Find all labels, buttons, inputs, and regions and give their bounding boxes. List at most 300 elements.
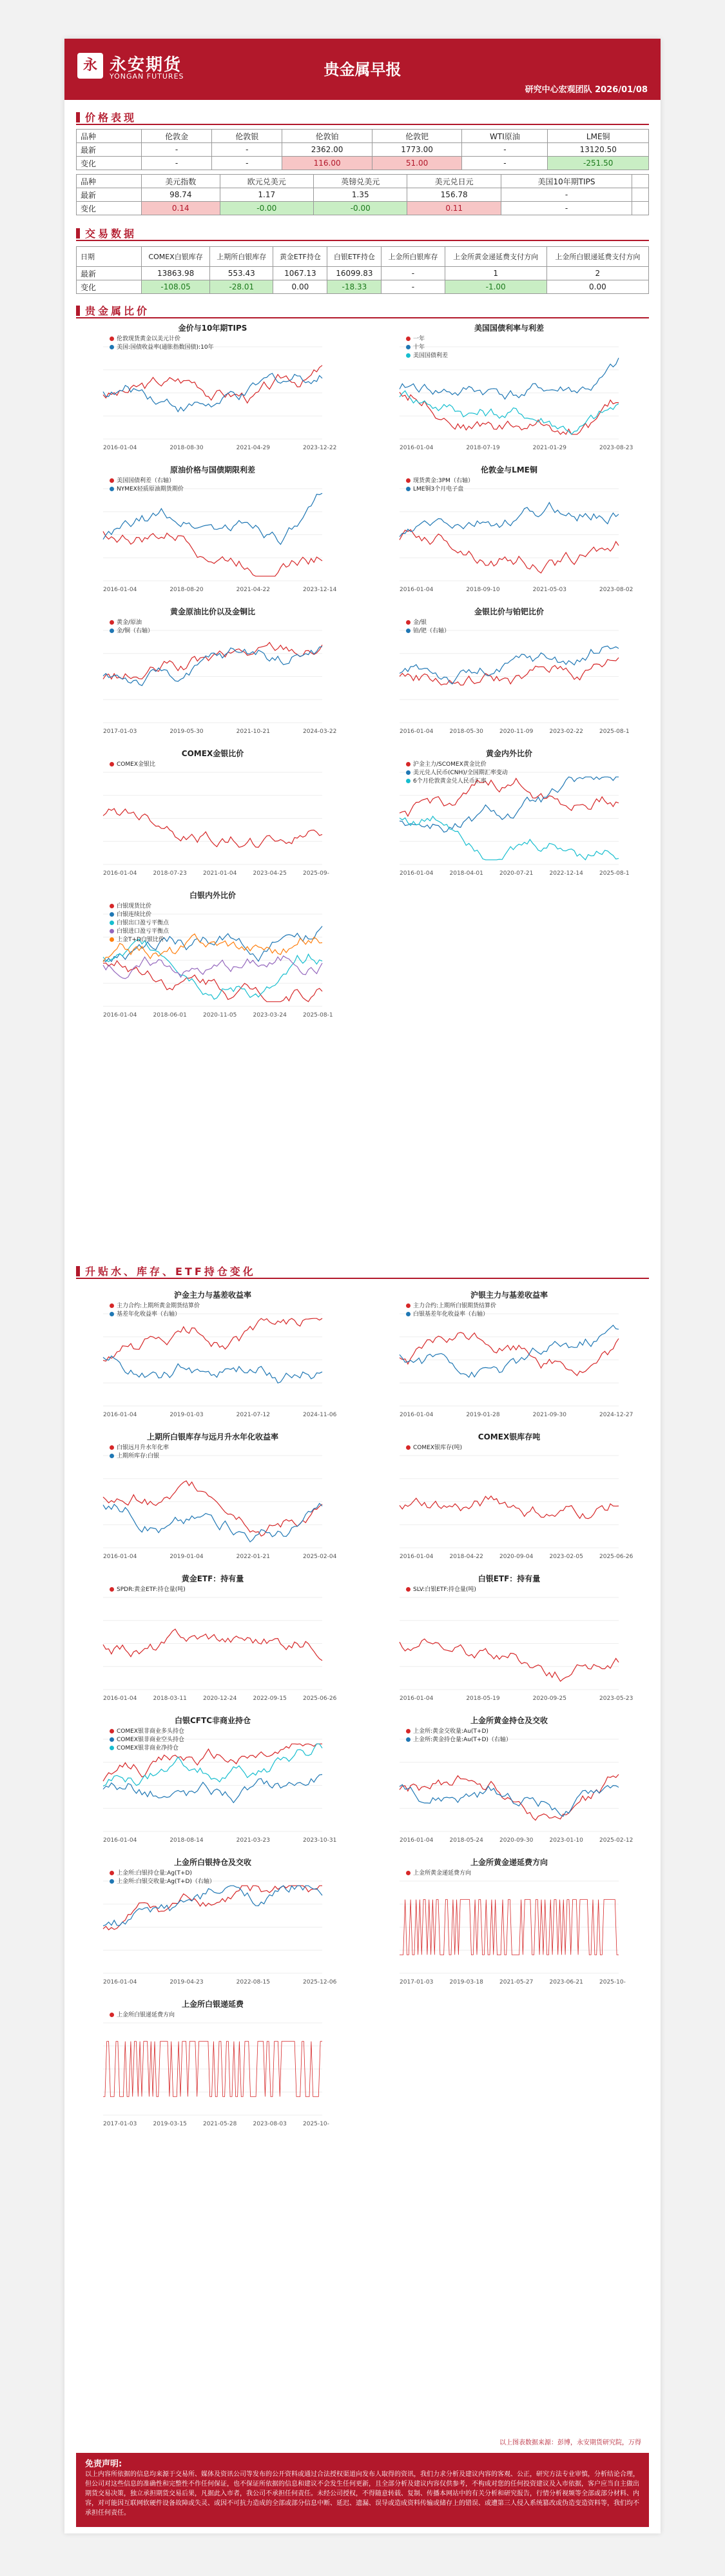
legend-label: 主力合约:上期所白银期货结算价 xyxy=(413,1303,497,1309)
legend-swatch xyxy=(110,1445,114,1450)
report-title: 贵金属早报 xyxy=(324,61,401,79)
chart-legend xyxy=(110,761,155,769)
legend-label: 美国国债利差（右轴） xyxy=(117,478,175,484)
legend-label: 上金所:白银交收量:Ag(T+D)（右轴） xyxy=(117,1878,215,1885)
x-tick-label: 2025-08-1 xyxy=(599,870,630,877)
x-tick-label: 2023-02-05 xyxy=(549,1554,583,1560)
series-line xyxy=(103,366,322,403)
change-cell: -0.00 xyxy=(220,202,313,215)
x-tick-label: 2019-01-03 xyxy=(169,1412,204,1418)
change-cell: -0.00 xyxy=(314,202,407,215)
chart-9 xyxy=(84,1289,342,1421)
chart-title: 原油价格与国债期限利差 xyxy=(169,465,255,474)
latest-cell: - xyxy=(501,188,632,202)
x-tick-label: 2021-05-03 xyxy=(532,587,566,593)
legend-swatch xyxy=(110,1454,114,1458)
x-tick-label: 2016-01-04 xyxy=(400,870,434,877)
legend-swatch xyxy=(406,770,411,775)
legend-entry xyxy=(110,1586,186,1594)
legend-swatch xyxy=(110,345,114,349)
x-tick-label: 2021-04-29 xyxy=(236,445,270,451)
x-tick-label: 2019-04-23 xyxy=(169,1979,204,1986)
legend-label: LME铜3个月电子盘 xyxy=(413,486,464,493)
chart-legend xyxy=(406,1444,462,1452)
legend-swatch xyxy=(406,487,411,491)
legend-label: 上金所:白银持仓量:Ag(T+D) xyxy=(117,1870,192,1877)
x-tick-label: 2021-03-23 xyxy=(236,1837,270,1844)
chart-title: 白银CFTC非商业持仓 xyxy=(175,1716,251,1725)
x-tick-label: 2018-07-23 xyxy=(153,870,187,877)
x-tick-label: 2025-08-1 xyxy=(303,1012,333,1019)
x-tick-label: 2025-02-04 xyxy=(303,1554,337,1560)
legend-swatch xyxy=(110,337,114,341)
chart-legend xyxy=(110,2011,175,2020)
legend-swatch xyxy=(110,762,114,766)
chart-10 xyxy=(380,1289,638,1421)
latest-cell: - xyxy=(212,143,282,157)
legend-entry xyxy=(110,2011,175,2020)
x-tick-label: 2021-07-12 xyxy=(236,1412,270,1418)
chart-legend xyxy=(110,477,184,494)
chart-3 xyxy=(380,464,638,596)
chart-16 xyxy=(380,1715,638,1847)
header-cell: COMEX白银库存 xyxy=(142,247,210,267)
x-tick-label: 2022-08-15 xyxy=(236,1979,270,1986)
legend-label: 黄金/原油 xyxy=(117,620,142,626)
legend-swatch xyxy=(406,337,411,341)
legend-entry xyxy=(110,1311,200,1319)
x-tick-label: 2020-11-09 xyxy=(499,728,534,735)
legend-label: SPDR:黄金ETF:持仓量(吨) xyxy=(117,1586,186,1593)
chart-8 xyxy=(84,890,342,1022)
legend-entry xyxy=(406,761,508,769)
series-line xyxy=(103,643,322,679)
x-tick-label: 2019-01-28 xyxy=(466,1412,500,1418)
latest-cell: - xyxy=(142,143,212,157)
legend-label: 一年 xyxy=(413,336,425,342)
series-line xyxy=(103,1886,322,1929)
x-tick-label: 2022-12-14 xyxy=(549,870,583,877)
series-line xyxy=(400,816,619,860)
latest-cell: 最新 xyxy=(77,267,142,280)
series-line xyxy=(103,1318,322,1361)
chart-legend xyxy=(110,1586,186,1594)
chart-legend xyxy=(110,903,169,944)
legend-label: COMEX银库存(吨) xyxy=(413,1445,463,1451)
legend-label: 白银连续比价 xyxy=(117,912,152,918)
x-tick-label: 2016-01-04 xyxy=(103,445,137,451)
chart-legend xyxy=(110,1728,184,1753)
x-tick-label: 2017-01-03 xyxy=(103,728,137,735)
chart-18 xyxy=(380,1857,638,1989)
legend-swatch xyxy=(406,779,411,783)
chart-title: 上金所白银持仓及交收 xyxy=(173,1858,251,1867)
legend-label: 上金所黄金递延费方向 xyxy=(413,1870,472,1877)
x-tick-label: 2018-03-11 xyxy=(153,1695,187,1702)
series-line xyxy=(400,503,619,537)
series-line xyxy=(103,1481,322,1536)
series-line xyxy=(400,392,619,434)
legend-swatch xyxy=(110,478,114,483)
chart-19 xyxy=(84,1998,342,2131)
disclaimer-text: 以上内容所依据的信息均来源于交易所、媒体及资讯公司等发布的公开资料或通过合法授权渠道向发布人取得的资讯，我们力求分析及建议内容的客观、公正，研究方法专业审慎，分析结论合理，但公司对这些信息的准确性和完整性不作任何保证，也不保证所依据的信息和建议不会发生任何更新，且全部分析及建议内容仅供参考，不构成对您的任何投资建议及入市依据，客户应当自主做出期货交易决策，独立承担期货交易后果，凡据此入市者，我公司不承担任何责任。未经公司授权，不得随意转载、复制、传播本网站中的有关分析和研究报告，行情分析视频等全部或部分材料、内容，对可能因互联网软硬件设备故障或失灵、或因不可抗力造成的全部或部分信息中断、延迟、遗漏、误导或造成资料传输或储存上的错误、或遭第三人侵入系统篡改或伪造变造资料等，我们均不承担任何责任。 xyxy=(85,2471,639,2517)
series-line xyxy=(400,646,619,684)
x-tick-label: 2017-01-03 xyxy=(103,2121,137,2127)
legend-swatch xyxy=(110,1587,114,1592)
report-team-date: 研究中心宏观团队 2026/01/08 xyxy=(525,85,648,95)
x-tick-label: 2024-11-06 xyxy=(303,1412,337,1418)
header-cell: 白银ETF持仓 xyxy=(327,247,382,267)
section-premium: 升贴水、库存、ETF持仓变化 xyxy=(76,1264,649,1279)
x-tick-label: 2023-04-25 xyxy=(253,870,287,877)
change-cell: 0.00 xyxy=(273,280,327,294)
x-tick-label: 2022-09-15 xyxy=(253,1695,287,1702)
report-header xyxy=(64,39,661,100)
legend-entry xyxy=(406,1728,512,1736)
latest-cell: 156.78 xyxy=(407,188,501,202)
chart-title: 沪金主力与基差收益率 xyxy=(173,1291,251,1300)
legend-swatch xyxy=(110,1312,114,1316)
legend-swatch xyxy=(406,345,411,349)
chart-title: 黄金内外比价 xyxy=(485,749,532,758)
legend-label: 白银远月升水年化率 xyxy=(117,1445,169,1451)
x-tick-label: 2023-08-02 xyxy=(599,587,633,593)
price-table-2 xyxy=(76,174,649,215)
legend-swatch xyxy=(110,620,114,625)
legend-label: COMEX银非商业多头持仓 xyxy=(117,1728,184,1735)
series-line xyxy=(400,1784,619,1816)
x-tick-label: 2016-01-04 xyxy=(400,1695,434,1702)
legend-entry xyxy=(110,619,153,627)
legend-swatch xyxy=(110,1737,114,1742)
legend-swatch xyxy=(406,1729,411,1733)
x-tick-label: 2021-10-21 xyxy=(236,728,270,735)
legend-swatch xyxy=(406,1737,411,1742)
legend-label: 铂/钯（右轴） xyxy=(413,628,450,634)
legend-entry xyxy=(406,477,474,485)
x-tick-label: 2024-03-22 xyxy=(303,728,337,735)
chart-legend xyxy=(406,1302,496,1319)
section-trade: 交易数据 xyxy=(76,226,649,241)
company-name-en: YONGAN FUTURES xyxy=(110,72,184,81)
legend-label: COMEX金银比 xyxy=(117,761,155,768)
x-tick-label: 2019-01-04 xyxy=(169,1554,204,1560)
header-cell: 伦敦铂 xyxy=(282,130,372,143)
x-tick-label: 2025-10- xyxy=(303,2121,329,2127)
legend-label: 上金所白银递延费方向 xyxy=(117,2012,175,2018)
latest-cell: 2362.00 xyxy=(282,143,372,157)
x-tick-label: 2016-01-04 xyxy=(103,1554,137,1560)
x-tick-label: 2022-01-21 xyxy=(236,1554,270,1560)
chart-legend xyxy=(406,1586,476,1594)
x-tick-label: 2018-06-01 xyxy=(153,1012,187,1019)
latest-cell: 13863.98 xyxy=(142,267,210,280)
chart-plot xyxy=(84,1585,342,1704)
x-tick-label: 2025-06-26 xyxy=(599,1554,633,1560)
x-tick-label: 2018-05-30 xyxy=(449,728,483,735)
legend-entry xyxy=(406,619,450,627)
change-cell: - xyxy=(501,202,632,215)
x-tick-label: 2021-05-27 xyxy=(499,1979,534,1986)
legend-swatch xyxy=(406,620,411,625)
series-line xyxy=(400,1639,619,1681)
legend-entry xyxy=(406,627,450,636)
legend-entry xyxy=(110,1302,200,1311)
legend-swatch xyxy=(110,2013,114,2017)
latest-cell: 1773.00 xyxy=(372,143,462,157)
legend-swatch xyxy=(110,1729,114,1733)
header-cell: WTI原油 xyxy=(462,130,548,143)
x-tick-label: 2023-12-22 xyxy=(303,445,337,451)
header-cell: 伦敦钯 xyxy=(372,130,462,143)
legend-label: 白银进口盈亏平衡点 xyxy=(117,928,169,935)
x-tick-label: 2023-01-10 xyxy=(549,1837,583,1844)
legend-swatch xyxy=(110,1879,114,1884)
x-tick-label: 2016-01-04 xyxy=(400,1412,434,1418)
legend-label: 上金所:黄金交收量:Au(T+D) xyxy=(413,1728,488,1735)
x-tick-label: 2023-10-31 xyxy=(303,1837,337,1844)
legend-swatch xyxy=(406,1445,411,1450)
legend-label: 金/铜（右轴） xyxy=(117,628,154,634)
legend-label: 上金所:黄金持仓量:Au(T+D)（右轴） xyxy=(413,1737,512,1743)
chart-0 xyxy=(84,322,342,454)
x-tick-label: 2018-05-24 xyxy=(449,1837,483,1844)
price-table-1 xyxy=(76,129,649,170)
legend-label: 主力合约:上期所黄金期货结算价 xyxy=(117,1303,200,1309)
series-line xyxy=(103,531,322,576)
legend-swatch xyxy=(406,1587,411,1592)
x-tick-label: 2019-05-30 xyxy=(169,728,204,735)
x-tick-label: 2025-06-26 xyxy=(303,1695,337,1702)
chart-legend xyxy=(110,1444,169,1461)
series-line xyxy=(103,493,322,544)
legend-entry xyxy=(406,352,448,360)
chart-title: 金价与10年期TIPS xyxy=(178,324,247,333)
source-note: 以上图表数据来源：彭博，永安期货研究院，万得 xyxy=(499,2439,641,2446)
legend-label: 金/银 xyxy=(413,620,427,626)
x-tick-label: 2018-08-30 xyxy=(169,445,204,451)
chart-legend xyxy=(406,619,450,636)
x-tick-label: 2025-08-1 xyxy=(599,728,630,735)
latest-cell: 1 xyxy=(445,267,546,280)
header-cell xyxy=(632,175,649,188)
x-tick-label: 2016-01-04 xyxy=(103,1837,137,1844)
change-cell: - xyxy=(142,157,212,170)
legend-entry xyxy=(406,485,474,494)
series-line xyxy=(400,1496,619,1519)
change-cell: - xyxy=(462,157,548,170)
header-cell: 伦敦银 xyxy=(212,130,282,143)
chart-title: 沪银主力与基差收益率 xyxy=(470,1291,548,1300)
latest-cell: 1.35 xyxy=(314,188,407,202)
legend-entry xyxy=(110,1452,169,1461)
header-cell: 上金所黄金递延费支付方向 xyxy=(445,247,546,267)
disclaimer-title: 免责声明: xyxy=(85,2459,122,2469)
x-tick-label: 2020-12-24 xyxy=(203,1695,237,1702)
legend-label: 基差年化收益率（右轴） xyxy=(117,1311,181,1318)
header-cell: 黄金ETF持仓 xyxy=(273,247,327,267)
change-cell: -1.00 xyxy=(445,280,546,294)
legend-entry xyxy=(406,344,448,352)
legend-swatch xyxy=(110,1303,114,1308)
legend-label: NYMEX轻质原油期货期价 xyxy=(117,486,184,493)
change-cell: -108.05 xyxy=(142,280,210,294)
legend-entry xyxy=(110,919,169,928)
series-line xyxy=(103,1503,322,1542)
legend-swatch xyxy=(406,478,411,483)
x-tick-label: 2019-03-15 xyxy=(153,2121,187,2127)
change-cell: 0.11 xyxy=(407,202,501,215)
legend-entry xyxy=(406,1302,496,1311)
latest-cell: 553.43 xyxy=(210,267,273,280)
latest-cell: 1.17 xyxy=(220,188,313,202)
legend-entry xyxy=(110,903,169,911)
x-tick-label: 2020-09-30 xyxy=(499,1837,534,1844)
latest-cell: - xyxy=(382,267,445,280)
section-ratio: 贵金属比价 xyxy=(76,303,649,318)
x-tick-label: 2016-01-04 xyxy=(103,587,137,593)
chart-12 xyxy=(380,1431,638,1563)
legend-entry xyxy=(406,1311,496,1319)
x-tick-label: 2020-09-25 xyxy=(532,1695,566,1702)
x-tick-label: 2016-01-04 xyxy=(103,1012,137,1019)
legend-entry xyxy=(110,1444,169,1452)
chart-legend xyxy=(406,335,448,360)
legend-swatch xyxy=(406,629,411,633)
x-tick-label: 2018-05-19 xyxy=(466,1695,500,1702)
legend-entry xyxy=(110,936,169,944)
change-cell: 变化 xyxy=(77,202,142,215)
x-tick-label: 2020-11-05 xyxy=(203,1012,237,1019)
legend-label: 十年 xyxy=(413,344,425,351)
chart-title: 上金所黄金持仓及交收 xyxy=(470,1716,548,1725)
legend-swatch xyxy=(406,1303,411,1308)
section-price: 价格表现 xyxy=(76,110,649,125)
legend-swatch xyxy=(110,487,114,491)
chart-title: 白银ETF：持有量 xyxy=(478,1574,541,1583)
change-cell: -28.01 xyxy=(210,280,273,294)
legend-swatch xyxy=(406,1871,411,1875)
x-tick-label: 2024-12-27 xyxy=(599,1412,633,1418)
x-tick-label: 2023-06-21 xyxy=(549,1979,583,1986)
chart-legend xyxy=(110,619,153,636)
legend-entry xyxy=(406,335,448,344)
legend-swatch xyxy=(110,904,114,908)
x-tick-label: 2016-01-04 xyxy=(400,587,434,593)
x-tick-label: 2020-09-04 xyxy=(499,1554,534,1560)
legend-label: 上金T+D白银比价 xyxy=(117,937,164,943)
chart-legend xyxy=(110,1869,215,1886)
x-tick-label: 2023-02-22 xyxy=(549,728,583,735)
latest-cell: 16099.83 xyxy=(327,267,382,280)
series-line xyxy=(400,1775,619,1820)
legend-swatch xyxy=(110,912,114,917)
legend-entry xyxy=(110,911,169,919)
header-cell: 品种 xyxy=(77,175,142,188)
chart-title: 黄金ETF：持有量 xyxy=(181,1574,244,1583)
x-tick-label: 2018-08-20 xyxy=(169,587,204,593)
series-line xyxy=(103,1629,322,1661)
legend-entry xyxy=(406,769,508,777)
x-tick-label: 2021-05-28 xyxy=(203,2121,237,2127)
x-tick-label: 2025-12-06 xyxy=(303,1979,337,1986)
legend-entry xyxy=(406,1736,512,1744)
x-tick-label: 2025-02-12 xyxy=(599,1837,633,1844)
x-tick-label: 2018-08-14 xyxy=(169,1837,204,1844)
x-tick-label: 2016-01-04 xyxy=(400,1554,434,1560)
legend-entry xyxy=(406,1586,476,1594)
chart-11 xyxy=(84,1431,342,1563)
x-tick-label: 2023-12-14 xyxy=(303,587,337,593)
legend-label: 白银出口盈亏平衡点 xyxy=(117,920,169,926)
chart-title: 白银内外比价 xyxy=(189,891,236,900)
legend-swatch xyxy=(110,1746,114,1750)
change-cell: 变化 xyxy=(77,157,142,170)
chart-2 xyxy=(84,464,342,596)
series-line xyxy=(400,1332,619,1376)
legend-label: 美国:国债收益率(通胀指数国债):10年 xyxy=(117,344,214,351)
change-cell: - xyxy=(212,157,282,170)
header-cell: LME铜 xyxy=(548,130,649,143)
legend-swatch xyxy=(110,629,114,633)
legend-entry xyxy=(110,1744,184,1753)
change-cell: 51.00 xyxy=(372,157,462,170)
chart-7 xyxy=(380,748,638,880)
chart-5 xyxy=(380,606,638,738)
header-cell: 上期所白银库存 xyxy=(210,247,273,267)
change-cell: 0.00 xyxy=(546,280,648,294)
x-tick-label: 2016-01-04 xyxy=(103,1412,137,1418)
chart-plot xyxy=(84,2010,342,2129)
change-cell: -18.33 xyxy=(327,280,382,294)
legend-label: 美国国债利差 xyxy=(413,353,449,359)
chart-title: 上金所白银递延费 xyxy=(181,2000,244,2009)
legend-label: 6个月伦敦黄金兑人民币汇率 xyxy=(413,778,487,785)
x-tick-label: 2016-01-04 xyxy=(400,445,434,451)
chart-plot xyxy=(84,759,342,879)
x-tick-label: 2025-10- xyxy=(599,1979,626,1986)
latest-cell xyxy=(632,188,649,202)
chart-title: COMEX金银比价 xyxy=(181,749,244,758)
series-line xyxy=(400,1325,619,1378)
chart-legend xyxy=(406,1869,471,1878)
legend-label: 白银现货比价 xyxy=(117,903,152,910)
company-logo: 永 xyxy=(77,53,103,79)
change-cell: 0.14 xyxy=(142,202,220,215)
x-tick-label: 2021-04-22 xyxy=(236,587,270,593)
x-tick-label: 2016-01-04 xyxy=(400,1837,434,1844)
chart-1 xyxy=(380,322,638,454)
x-tick-label: 2018-04-22 xyxy=(449,1554,483,1560)
x-tick-label: 2016-01-04 xyxy=(400,728,434,735)
header-cell: 英镑兑美元 xyxy=(314,175,407,188)
latest-cell: 2 xyxy=(546,267,648,280)
x-tick-label: 2025-09- xyxy=(303,870,329,877)
x-tick-label: 2017-01-03 xyxy=(400,1979,434,1986)
x-tick-label: 2021-01-04 xyxy=(203,870,237,877)
chart-title: 金银比价与铂钯比价 xyxy=(474,607,544,616)
x-tick-label: 2023-08-23 xyxy=(599,445,633,451)
legend-label: 美元兑人民币(CNH)/全国期汇率变动 xyxy=(413,770,508,776)
chart-plot xyxy=(380,1585,638,1704)
chart-15 xyxy=(84,1715,342,1847)
legend-entry xyxy=(110,1736,184,1744)
legend-swatch xyxy=(406,353,411,358)
chart-6 xyxy=(84,748,342,880)
company-name-cn: 永安期货 xyxy=(110,55,182,75)
change-cell: 变化 xyxy=(77,280,142,294)
header-cell: 上金所白银递延费支付方向 xyxy=(546,247,648,267)
